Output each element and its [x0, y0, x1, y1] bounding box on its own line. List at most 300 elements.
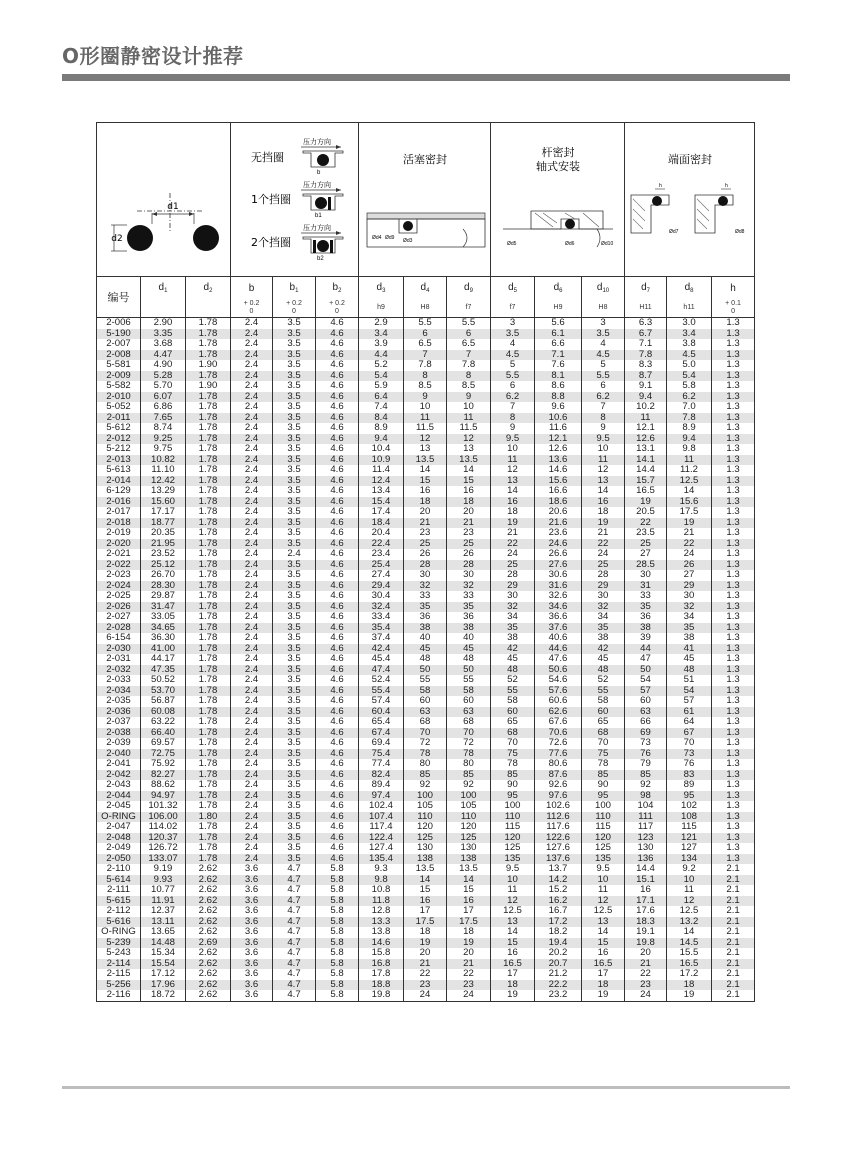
table-cell: 9.6 — [535, 402, 582, 413]
table-cell: 47.6 — [535, 654, 582, 665]
table-cell: 6.2 — [491, 392, 535, 403]
table-cell: 18.3 — [625, 917, 667, 928]
table-cell: 1.78 — [186, 465, 231, 476]
table-cell: 2-006 — [97, 318, 141, 329]
table-cell: 76 — [667, 759, 712, 770]
table-cell: 2.69 — [186, 938, 231, 949]
table-cell: 4.7 — [273, 980, 316, 991]
table-cell: 2.4 — [231, 497, 273, 508]
table-cell: 4.6 — [316, 434, 359, 445]
table-cell: 39 — [625, 633, 667, 644]
table-cell: 11 — [582, 885, 625, 896]
face-seal-diagram — [625, 123, 755, 271]
table-cell: 11 — [582, 455, 625, 466]
table-cell: 4.6 — [316, 801, 359, 812]
table-cell: 95 — [491, 791, 535, 802]
table-cell: 2.1 — [712, 896, 755, 907]
table-cell: 69.4 — [359, 738, 404, 749]
table-cell: 3.5 — [273, 392, 316, 403]
table-cell: 3.5 — [273, 644, 316, 655]
table-cell: 4.6 — [316, 539, 359, 550]
table-cell: 100 — [404, 791, 447, 802]
table-cell: 17.17 — [141, 507, 186, 518]
table-cell: 19 — [582, 518, 625, 529]
table-cell: 23.2 — [535, 990, 582, 1001]
table-cell: 14 — [447, 875, 491, 886]
table-cell: 10.8 — [359, 885, 404, 896]
table-cell: 5.8 — [316, 896, 359, 907]
table-cell: 36 — [404, 612, 447, 623]
table-cell: 15 — [447, 885, 491, 896]
table-cell: 105 — [404, 801, 447, 812]
table-cell: 4.6 — [316, 644, 359, 655]
table-cell: 1.78 — [186, 528, 231, 539]
table-cell: 12.6 — [625, 434, 667, 445]
table-cell: 35 — [667, 623, 712, 634]
table-cell: 1.78 — [186, 339, 231, 350]
table-cell: 3.5 — [491, 329, 535, 340]
d9-label: Ød9 — [385, 235, 395, 241]
table-cell: 5.8 — [316, 906, 359, 917]
table-cell: 1.3 — [712, 717, 755, 728]
table-cell: 70 — [582, 738, 625, 749]
table-cell: 3.5 — [273, 728, 316, 739]
table-cell: 5-052 — [97, 402, 141, 413]
table-cell: 22 — [625, 518, 667, 529]
table-cell: 3.8 — [667, 339, 712, 350]
b2-label: b2 — [317, 256, 324, 262]
table-cell: 63 — [447, 707, 491, 718]
table-cell: 26.6 — [535, 549, 582, 560]
table-cell: 1.78 — [186, 728, 231, 739]
col-tolerance-d1 — [141, 299, 186, 318]
table-cell: 4.6 — [316, 738, 359, 749]
table-cell: 2-013 — [97, 455, 141, 466]
table-cell: 7.1 — [535, 350, 582, 361]
table-cell: 1.78 — [186, 612, 231, 623]
table-cell: 2-026 — [97, 602, 141, 613]
col-header-b: b — [231, 277, 273, 300]
table-cell: 90 — [491, 780, 535, 791]
table-cell: 69.57 — [141, 738, 186, 749]
table-cell: 42 — [582, 644, 625, 655]
col-tolerance-d9: f7 — [447, 299, 491, 318]
table-cell: 4.7 — [273, 917, 316, 928]
table-cell: 85 — [447, 770, 491, 781]
table-cell: 21.2 — [535, 969, 582, 980]
table-cell: 38 — [625, 623, 667, 634]
table-cell: 2.62 — [186, 927, 231, 938]
table-cell: 92 — [404, 780, 447, 791]
table-cell: 3.5 — [273, 770, 316, 781]
table-cell: 3.5 — [273, 602, 316, 613]
table-cell: 1.3 — [712, 381, 755, 392]
table-cell: 5.0 — [667, 360, 712, 371]
table-cell: 2.4 — [231, 381, 273, 392]
backup-ring-diagram — [231, 123, 359, 271]
table-cell: 10.77 — [141, 885, 186, 896]
table-cell: 47 — [625, 654, 667, 665]
table-cell: 3.5 — [273, 318, 316, 329]
table-cell: 75 — [582, 749, 625, 760]
table-cell: 2.4 — [231, 360, 273, 371]
table-cell: 15 — [404, 885, 447, 896]
table-cell: 22.4 — [359, 539, 404, 550]
table-cell: 26.70 — [141, 570, 186, 581]
table-cell: 28 — [491, 570, 535, 581]
table-cell: 3.6 — [231, 875, 273, 886]
table-cell: 13.4 — [359, 486, 404, 497]
table-cell: 21 — [404, 518, 447, 529]
table-cell: 18 — [404, 927, 447, 938]
table-cell: 127 — [667, 843, 712, 854]
col-tolerance-b: + 0.2 0 — [231, 299, 273, 318]
table-row — [97, 549, 755, 560]
table-cell: 6.07 — [141, 392, 186, 403]
table-cell: 8.9 — [667, 423, 712, 434]
table-cell: 4.6 — [316, 791, 359, 802]
table-cell: 58 — [582, 696, 625, 707]
table-cell: 1.78 — [186, 801, 231, 812]
table-cell: 102 — [667, 801, 712, 812]
table-cell: 4.6 — [316, 528, 359, 539]
table-row — [97, 822, 755, 833]
table-cell: 2.4 — [231, 413, 273, 424]
table-cell: 2.4 — [231, 455, 273, 466]
table-cell: 48 — [491, 665, 535, 676]
table-cell: 18 — [491, 507, 535, 518]
pressure-dir-label-2: 压力方向 — [303, 182, 331, 189]
table-cell: 1.3 — [712, 434, 755, 445]
table-cell: 102.6 — [535, 801, 582, 812]
table-cell: 1.78 — [186, 686, 231, 697]
table-cell: 5-239 — [97, 938, 141, 949]
table-cell: 75.4 — [359, 749, 404, 760]
table-cell: 2.4 — [231, 465, 273, 476]
table-cell: 5.4 — [667, 371, 712, 382]
table-cell: 4.6 — [316, 843, 359, 854]
table-cell: 7 — [447, 350, 491, 361]
d5-label: Ød5 — [507, 241, 517, 247]
table-cell: 40 — [404, 633, 447, 644]
table-cell: 3.5 — [273, 780, 316, 791]
table-row — [97, 612, 755, 623]
table-cell: 32.6 — [535, 591, 582, 602]
table-row — [97, 444, 755, 455]
table-cell: 4.6 — [316, 780, 359, 791]
table-cell: 87.6 — [535, 770, 582, 781]
table-cell: 28.5 — [625, 560, 667, 571]
table-cell: 2-035 — [97, 696, 141, 707]
table-cell: 2.4 — [231, 570, 273, 581]
table-cell: 4.6 — [316, 455, 359, 466]
table-cell: 11.5 — [447, 423, 491, 434]
col-header-d4: $d_4$ — [404, 277, 447, 300]
table-cell: 14 — [582, 927, 625, 938]
table-cell: 4.6 — [316, 402, 359, 413]
table-cell: 2.62 — [186, 864, 231, 875]
table-cell: 1.78 — [186, 539, 231, 550]
table-cell: 76 — [625, 749, 667, 760]
table-cell: 3.5 — [273, 759, 316, 770]
table-cell: 1.78 — [186, 833, 231, 844]
table-cell: 4.6 — [316, 612, 359, 623]
table-cell: 13.6 — [535, 455, 582, 466]
table-cell: 48 — [447, 654, 491, 665]
table-cell: 60 — [404, 696, 447, 707]
table-cell: 67 — [667, 728, 712, 739]
backup-two-label: 2个挡圈 — [251, 236, 291, 249]
table-cell: 25.4 — [359, 560, 404, 571]
table-row — [97, 381, 755, 392]
table-cell: 2-042 — [97, 770, 141, 781]
table-cell: 1.3 — [712, 675, 755, 686]
table-cell: 4.7 — [273, 864, 316, 875]
table-cell: 2-037 — [97, 717, 141, 728]
table-cell: 7 — [491, 402, 535, 413]
table-cell: 3.5 — [273, 413, 316, 424]
table-cell: 3.5 — [273, 371, 316, 382]
table-cell: 15 — [491, 938, 535, 949]
table-cell: 60 — [582, 707, 625, 718]
table-cell: 36.30 — [141, 633, 186, 644]
table-cell: 2.4 — [231, 759, 273, 770]
table-cell: 17.2 — [535, 917, 582, 928]
table-cell: 10 — [491, 875, 535, 886]
table-cell: 15.6 — [667, 497, 712, 508]
table-cell: 2.4 — [231, 549, 273, 560]
h-label-right: h — [725, 183, 728, 189]
table-cell: 2-040 — [97, 749, 141, 760]
table-cell: 85 — [404, 770, 447, 781]
table-cell: 1.3 — [712, 476, 755, 487]
table-row — [97, 423, 755, 434]
table-cell: 3.6 — [231, 885, 273, 896]
table-cell: 53.70 — [141, 686, 186, 697]
table-cell: 2-111 — [97, 885, 141, 896]
table-cell: 8.8 — [535, 392, 582, 403]
table-cell: 2-022 — [97, 560, 141, 571]
table-cell: 16 — [491, 497, 535, 508]
table-cell: 2-045 — [97, 801, 141, 812]
table-cell: 1.3 — [712, 465, 755, 476]
table-cell: 1.3 — [712, 392, 755, 403]
table-cell: 12.42 — [141, 476, 186, 487]
table-cell: 4.6 — [316, 854, 359, 865]
table-cell: 2-048 — [97, 833, 141, 844]
table-cell: 1.78 — [186, 717, 231, 728]
d1-label: d1 — [167, 202, 179, 212]
table-cell: 17.4 — [359, 507, 404, 518]
table-cell: 112.6 — [535, 812, 582, 823]
table-cell: 100 — [582, 801, 625, 812]
table-cell: 67.6 — [535, 717, 582, 728]
table-cell: 4.7 — [273, 896, 316, 907]
table-cell: 10 — [582, 444, 625, 455]
table-cell: 34.6 — [535, 602, 582, 613]
table-cell: 20.2 — [535, 948, 582, 959]
table-cell: 2.4 — [231, 318, 273, 329]
table-row — [97, 948, 755, 959]
table-cell: 6 — [582, 381, 625, 392]
table-cell: 9.5 — [491, 864, 535, 875]
table-cell: 1.3 — [712, 581, 755, 592]
table-cell: 3.5 — [273, 434, 316, 445]
table-cell: 6.3 — [625, 318, 667, 329]
table-cell: 4.6 — [316, 717, 359, 728]
table-cell: 78 — [491, 759, 535, 770]
table-cell: 110 — [491, 812, 535, 823]
table-cell: 11.4 — [359, 465, 404, 476]
table-cell: 2-043 — [97, 780, 141, 791]
groove-two-backup-icon — [301, 231, 343, 262]
col-tolerance-d10: H8 — [582, 299, 625, 318]
table-cell: 3.5 — [273, 444, 316, 455]
table-cell: 1.78 — [186, 371, 231, 382]
table-cell: 12.1 — [535, 434, 582, 445]
table-cell: 125 — [447, 833, 491, 844]
table-cell: 5.6 — [535, 318, 582, 329]
table-cell: 30 — [404, 570, 447, 581]
table-cell: 2.4 — [231, 791, 273, 802]
table-row — [97, 969, 755, 980]
table-cell: 2.4 — [231, 339, 273, 350]
table-cell: 4.47 — [141, 350, 186, 361]
table-cell: 6.2 — [582, 392, 625, 403]
table-cell: 3.68 — [141, 339, 186, 350]
table-cell: 1.78 — [186, 644, 231, 655]
table-row — [97, 633, 755, 644]
table-cell: 2.4 — [231, 612, 273, 623]
table-row — [97, 318, 755, 329]
table-cell: 9.8 — [359, 875, 404, 886]
table-cell: 22 — [625, 969, 667, 980]
table-cell: 89.4 — [359, 780, 404, 791]
table-cell: 21 — [667, 528, 712, 539]
table-cell: 2-028 — [97, 623, 141, 634]
table-cell: 1.78 — [186, 738, 231, 749]
table-cell: 2.4 — [231, 633, 273, 644]
col-tolerance-d5: f7 — [491, 299, 535, 318]
table-cell: 2-024 — [97, 581, 141, 592]
table-cell: 3.5 — [273, 402, 316, 413]
table-cell: 4.6 — [316, 675, 359, 686]
table-cell: 110 — [447, 812, 491, 823]
table-row — [97, 780, 755, 791]
table-cell: 17.5 — [667, 507, 712, 518]
table-cell: 2.1 — [712, 927, 755, 938]
table-cell: 4.4 — [359, 350, 404, 361]
table-cell: 20.35 — [141, 528, 186, 539]
oring-section-left — [127, 225, 153, 251]
table-cell: 4.6 — [316, 318, 359, 329]
table-cell: 7.1 — [625, 339, 667, 350]
table-cell: 4.6 — [316, 329, 359, 340]
table-cell: 27.6 — [535, 560, 582, 571]
table-cell: 3.5 — [273, 623, 316, 634]
table-cell: 4.6 — [316, 381, 359, 392]
table-cell: 2-023 — [97, 570, 141, 581]
table-row — [97, 885, 755, 896]
table-cell: 9 — [491, 423, 535, 434]
table-cell: 15 — [404, 476, 447, 487]
table-cell: 60 — [491, 707, 535, 718]
table-cell: 138 — [404, 854, 447, 865]
backup-one-label: 1个挡圈 — [251, 193, 291, 206]
table-cell: 1.78 — [186, 623, 231, 634]
h-label-left: h — [659, 183, 662, 189]
table-cell: 2-039 — [97, 738, 141, 749]
table-cell: 2-027 — [97, 612, 141, 623]
table-cell: 9.93 — [141, 875, 186, 886]
table-cell: 5 — [491, 360, 535, 371]
table-cell: 2.1 — [712, 864, 755, 875]
table-cell: 100 — [447, 791, 491, 802]
table-cell: 120 — [447, 822, 491, 833]
table-cell: 18 — [404, 497, 447, 508]
table-cell: 9.8 — [667, 444, 712, 455]
table-cell: 14.6 — [535, 465, 582, 476]
table-cell: 11 — [491, 885, 535, 896]
table-cell: 38 — [447, 623, 491, 634]
table-cell: 33.05 — [141, 612, 186, 623]
table-cell: 31.6 — [535, 581, 582, 592]
table-cell: 1.3 — [712, 486, 755, 497]
table-cell: 22 — [404, 969, 447, 980]
table-cell: 20.7 — [535, 959, 582, 970]
table-cell: 13 — [404, 444, 447, 455]
table-cell: 95 — [667, 791, 712, 802]
table-cell: 3.6 — [231, 990, 273, 1001]
table-cell: 1.3 — [712, 612, 755, 623]
table-cell: 66.40 — [141, 728, 186, 739]
table-row — [97, 801, 755, 812]
table-cell: 2.4 — [231, 329, 273, 340]
table-cell: 15.54 — [141, 959, 186, 970]
table-cell: 13.29 — [141, 486, 186, 497]
table-cell: 14 — [582, 486, 625, 497]
table-cell: 3.5 — [273, 581, 316, 592]
piston-seal-label: 活塞密封 — [403, 153, 447, 166]
pressure-dir-label-1: 压力方向 — [303, 139, 331, 146]
table-cell: 12.8 — [359, 906, 404, 917]
table-cell: 9.75 — [141, 444, 186, 455]
table-cell: 3.5 — [273, 381, 316, 392]
table-cell: 51 — [667, 675, 712, 686]
table-cell: 4.6 — [316, 833, 359, 844]
table-cell: 4.6 — [316, 770, 359, 781]
table-cell: 1.78 — [186, 581, 231, 592]
table-cell: 15.4 — [359, 497, 404, 508]
table-row — [97, 486, 755, 497]
table-cell: 110 — [582, 812, 625, 823]
table-cell: 82.27 — [141, 770, 186, 781]
table-cell: 35 — [404, 602, 447, 613]
d4-label: Ød4 — [372, 235, 382, 241]
table-cell: 30.4 — [359, 591, 404, 602]
table-cell: 64 — [667, 717, 712, 728]
table-cell: 134 — [667, 854, 712, 865]
table-cell: 6 — [404, 329, 447, 340]
table-cell: 10.6 — [535, 413, 582, 424]
table-cell: 12 — [447, 434, 491, 445]
table-cell: 28 — [447, 560, 491, 571]
table-cell: 2.4 — [231, 350, 273, 361]
table-cell: 2-008 — [97, 350, 141, 361]
table-cell: 55.4 — [359, 686, 404, 697]
table-cell: 130 — [404, 843, 447, 854]
table-cell: 21.95 — [141, 539, 186, 550]
